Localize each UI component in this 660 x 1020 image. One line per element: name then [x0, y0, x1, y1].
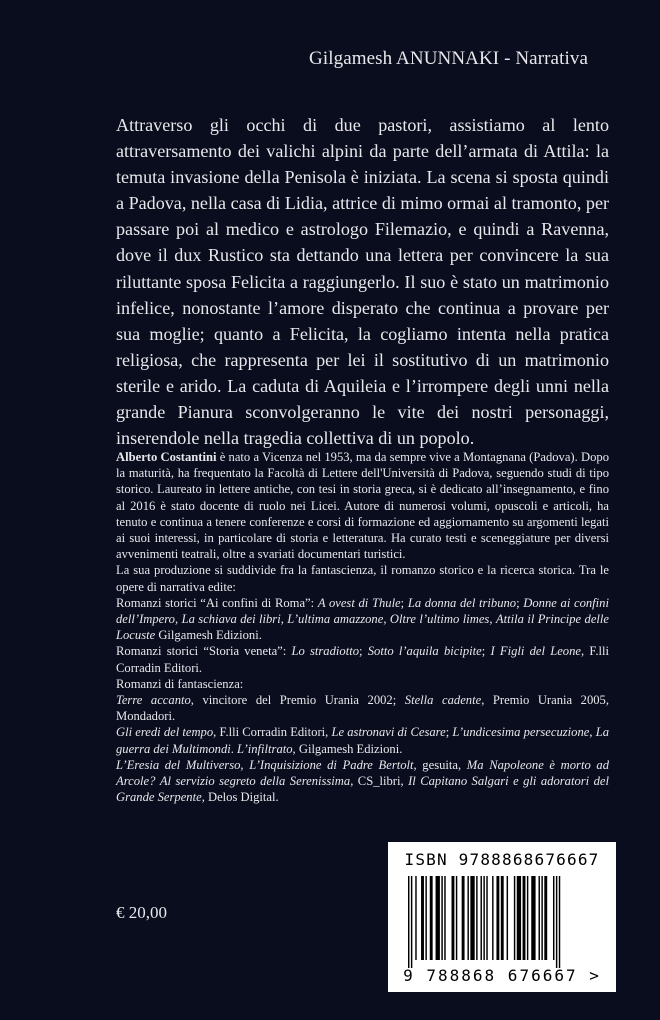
barcode-bar — [517, 876, 521, 960]
barcode-bar — [531, 876, 535, 960]
barcode-bar — [501, 876, 504, 960]
barcode-bar — [436, 876, 440, 960]
barcode-bar — [492, 876, 493, 960]
barcode-bar — [523, 876, 526, 960]
bio-intro: Alberto Costantini è nato a Vicenza nel 1953, ma da sempre vive a Montagnana (Padova). Dopo la maturità, ha frequentato la Facoltà di Lettere dell'Università di Padova, seguendo studi di tipo storico. Laureato in lettere antiche, con tesi in storia greca, si è dedicato all’insegnamento, e fino al 2016 è stato docente di ruolo nei Licei. Autore di numerosi volumi, opuscoli e articoli, ha tenuto e continua a tenere conferenze e corsi di formazione ed aggiornamento su argomenti legati ai suoi interessi, in particolare di storia e letteratura. Ha curato testi e sceneggiature per diversi avvenimenti teatrali, oltre a svariati documentari turistici. — [116, 450, 609, 562]
bio-production: La sua produzione si suddivide fra la fantascienza, il romanzo storico e la ricerca storica. Tra le opere di narrativa edite: — [116, 563, 609, 594]
book-blurb: Attraverso gli occhi di due pastori, assistiamo al lento attraversamento dei valichi alpini da parte dell’armata di Attila: la temuta invasione della Penisola è iniziata. La scena si sposta quindi a Padova, nella casa di Lidia, attrice di mimo ormai al tramonto, per passare poi al medico e astrologo Filemazio, e quindi a Ravenna, dove il dux Rustico sta dettando una lettera per convincere la sua riluttante sposa Felicita a raggiungerlo. Il suo è stato un matrimonio infelice, nonostante l’amore disperato che continua a provare per sua moglie; quanto a Felicita, la cogliamo intenta nella pratica religiosa, che rappresenta per lei il sostitutivo di un matrimonio sterile e arido. La caduta di Aquileia e l’irrompere degli unni nella grande Pianura sconvolgeranno le vite dei nostri personaggi, inserendole nella tragedia collettiva di un popolo. — [116, 115, 609, 449]
barcode-bar — [444, 876, 445, 960]
barcode-bar — [559, 876, 560, 968]
barcode-bar — [456, 876, 457, 960]
bio-sf-heading: Romanzi di fantascienza: — [116, 676, 244, 691]
barcode-bar — [496, 876, 499, 960]
barcode-bar — [539, 876, 540, 960]
price-label: € 20,00 — [116, 903, 167, 922]
barcode-bar — [527, 876, 528, 960]
bio-sf-line-1: Terre accanto, vincitore del Premio Urania 2002; Stella cadente, Premio Urania 2005, Mondadori. — [116, 693, 609, 724]
barcode-bar — [462, 876, 465, 960]
author-name: Alberto Costantini — [116, 450, 217, 464]
barcode-bar — [467, 876, 468, 960]
barcode-bar — [541, 876, 542, 960]
series-line: Gilgamesh ANUNNAKI - Narrativa — [309, 48, 588, 69]
barcode-bar — [476, 876, 477, 960]
bio-veneta-series: Romanzi storici “Storia veneta”: Lo stradiotto; Sotto l’aquila bicipite; I Figli del Leone, F.lli Corradin Editori. — [116, 644, 610, 675]
barcode-bar — [421, 876, 424, 960]
isbn-digits: 9 788868 676667 > — [403, 966, 601, 985]
barcode-bar — [544, 876, 547, 960]
barcode-bar — [411, 876, 412, 968]
barcode-bar — [486, 876, 487, 960]
barcode-bar — [556, 876, 557, 968]
isbn-text: ISBN 9788868676667 — [404, 850, 600, 869]
barcode-bar — [481, 876, 482, 960]
author-bio — [116, 449, 609, 805]
barcode-bar — [430, 876, 433, 960]
barcode-bar — [507, 876, 508, 960]
barcode-bars-icon — [402, 876, 602, 968]
barcode-bar — [441, 876, 442, 960]
barcode-bar — [553, 876, 554, 960]
barcode-bar — [483, 876, 484, 960]
isbn-barcode — [388, 842, 616, 992]
barcode-bar — [415, 876, 416, 960]
barcode-bar — [514, 876, 515, 960]
barcode-bar — [408, 876, 409, 968]
barcode-bar — [452, 876, 455, 960]
barcode-bar — [470, 876, 474, 960]
bio-sf-line-3: L’Eresia del Multiverso, L’Inquisizione di Padre Bertolt, gesuita, Ma Napoleone è morto ad Arcole? Al servizio segreto della Serenissima, CS_libri, Il Capitano Salgari e gli adoratori del Grande Serpente, Delos Digital. — [116, 757, 609, 805]
bio-roma-series: Romanzi storici “Ai confini di Roma”: A ovest di Thule; La donna del tribuno; Donne ai confini dell’Impero, La schiava dei libri, L’ultima amazzone, Oltre l’ultimo limes, Attila il Principe delle Locuste Gilgamesh Edizioni. — [116, 595, 610, 643]
bio-sf-line-2: Gli eredi del tempo, F.lli Corradin Editori, Le astronavi di Cesare; L’undicesima persecuzione, La guerra dei Multimondi. L’infiltrato, Gilgamesh Edizioni. — [116, 725, 609, 756]
barcode-bar — [425, 876, 426, 960]
